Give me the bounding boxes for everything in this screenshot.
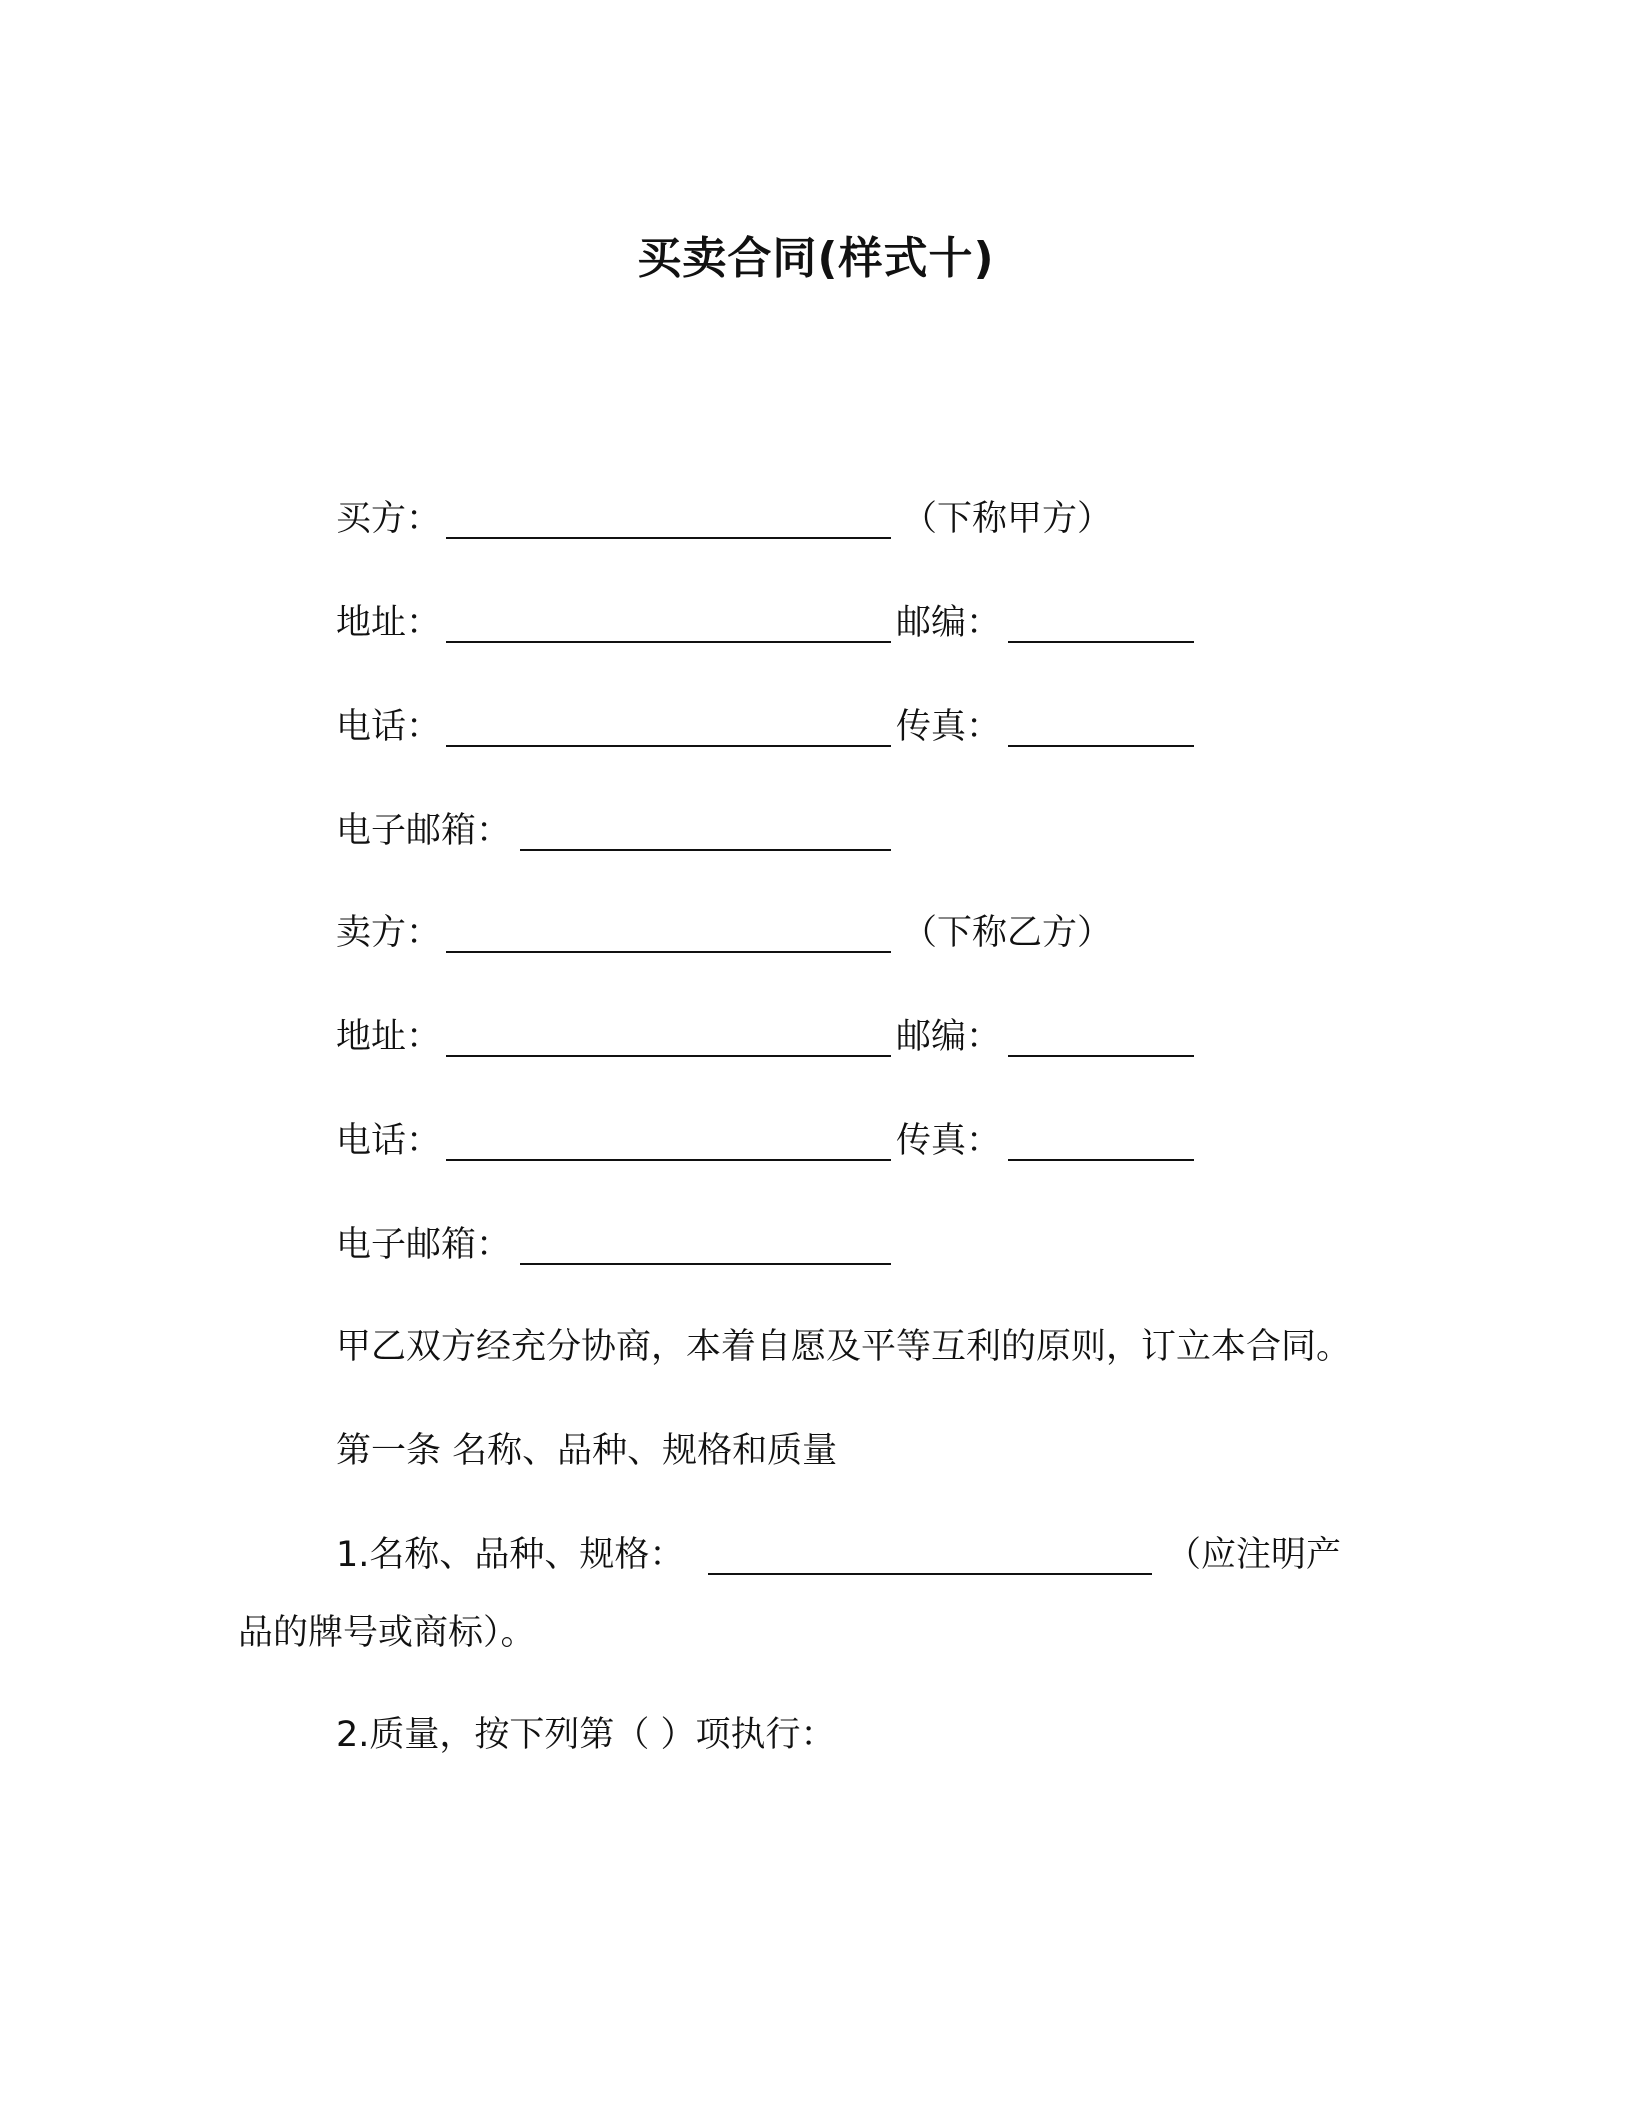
seller-address-blank[interactable]	[446, 1055, 891, 1057]
seller-postcode-label: 邮编：	[896, 1017, 1002, 1057]
buyer-phone-label: 电话：	[336, 707, 442, 747]
seller-email-blank[interactable]	[520, 1263, 891, 1265]
article-1-heading: 第一条 名称、品种、规格和质量	[336, 1431, 838, 1471]
seller-postcode-blank[interactable]	[1008, 1055, 1194, 1057]
seller-fax-label: 传真：	[896, 1121, 1002, 1161]
buyer-fax-blank[interactable]	[1008, 745, 1194, 747]
item-1-note-continued: 品的牌号或商标）。	[238, 1613, 536, 1653]
item-1-note: （应注明产	[1166, 1535, 1342, 1575]
seller-phone-label: 电话：	[336, 1121, 442, 1161]
buyer-fax-label: 传真：	[896, 707, 1002, 747]
item-1-blank[interactable]	[708, 1573, 1152, 1575]
document-title: 买卖合同(样式十)	[637, 233, 995, 284]
seller-fax-blank[interactable]	[1008, 1159, 1194, 1161]
intro-paragraph: 甲乙双方经充分协商，本着自愿及平等互利的原则，订立本合同。	[336, 1327, 1352, 1367]
item-1-label: 1.名称、品种、规格：	[336, 1535, 685, 1575]
buyer-postcode-blank[interactable]	[1008, 641, 1194, 643]
seller-address-label: 地址：	[336, 1017, 442, 1057]
buyer-note: （下称甲方）	[902, 499, 1113, 539]
buyer-postcode-label: 邮编：	[896, 603, 1002, 643]
seller-label: 卖方：	[336, 913, 442, 953]
seller-note: （下称乙方）	[902, 913, 1113, 953]
seller-phone-blank[interactable]	[446, 1159, 891, 1161]
buyer-phone-blank[interactable]	[446, 745, 891, 747]
buyer-address-blank[interactable]	[446, 641, 891, 643]
buyer-name-blank[interactable]	[446, 537, 891, 539]
buyer-email-blank[interactable]	[520, 849, 891, 851]
seller-name-blank[interactable]	[446, 951, 891, 953]
buyer-label: 买方：	[336, 499, 442, 539]
buyer-address-label: 地址：	[336, 603, 442, 643]
buyer-email-label: 电子邮箱：	[336, 811, 512, 851]
item-2-paragraph: 2.质量，按下列第（ ）项执行：	[336, 1715, 836, 1755]
seller-email-label: 电子邮箱：	[336, 1225, 512, 1265]
